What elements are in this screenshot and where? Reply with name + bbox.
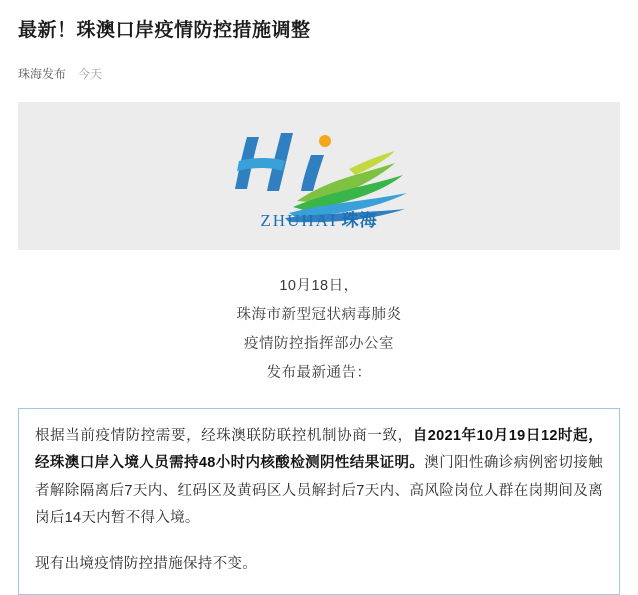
notice-paragraph-1 (35, 423, 603, 533)
hero-image (18, 102, 620, 250)
notice-paragraph-2: 现有出境疫情防控措施保持不变。 (35, 555, 257, 572)
notice-text-lead: 根据当前疫情防控需要，经珠澳联防联控机制协商一致， (35, 427, 413, 444)
logo-wordmark-en: ZHUHAI (260, 210, 338, 230)
article-timestamp: 今天 (78, 66, 103, 81)
article-source: 珠海发布 (18, 66, 67, 81)
announcement-line-org2: 疫情防控指挥部办公室 (244, 335, 394, 352)
article-meta (18, 65, 620, 82)
zhuhai-logo (189, 117, 449, 235)
logo-wordmark-cn: 珠海 (341, 210, 378, 230)
announcement-line-intro: 发布最新通告： (266, 364, 372, 381)
notice-text-rest: 澳门阳性确诊病例密切接触者解除隔离后7天内、红码区及黄码区人员解封后7天内、高风险岗位人群在岗期间及离岗后14天内暂不得入境。 (35, 455, 603, 527)
notice-box (18, 408, 620, 595)
announcement-line-date: 10月18日， (279, 277, 359, 294)
logo-wordmark (189, 206, 449, 231)
announcement-header (18, 272, 620, 388)
notice-text-emphasis: 自2021年10月19日12时起，经珠澳口岸入境人员需持48小时内核酸检测阴性结果证明。 (35, 427, 604, 472)
announcement-line-org1: 珠海市新型冠状病毒肺炎 (236, 306, 402, 323)
page-title: 最新！珠澳口岸疫情防控措施调整 (18, 20, 311, 41)
